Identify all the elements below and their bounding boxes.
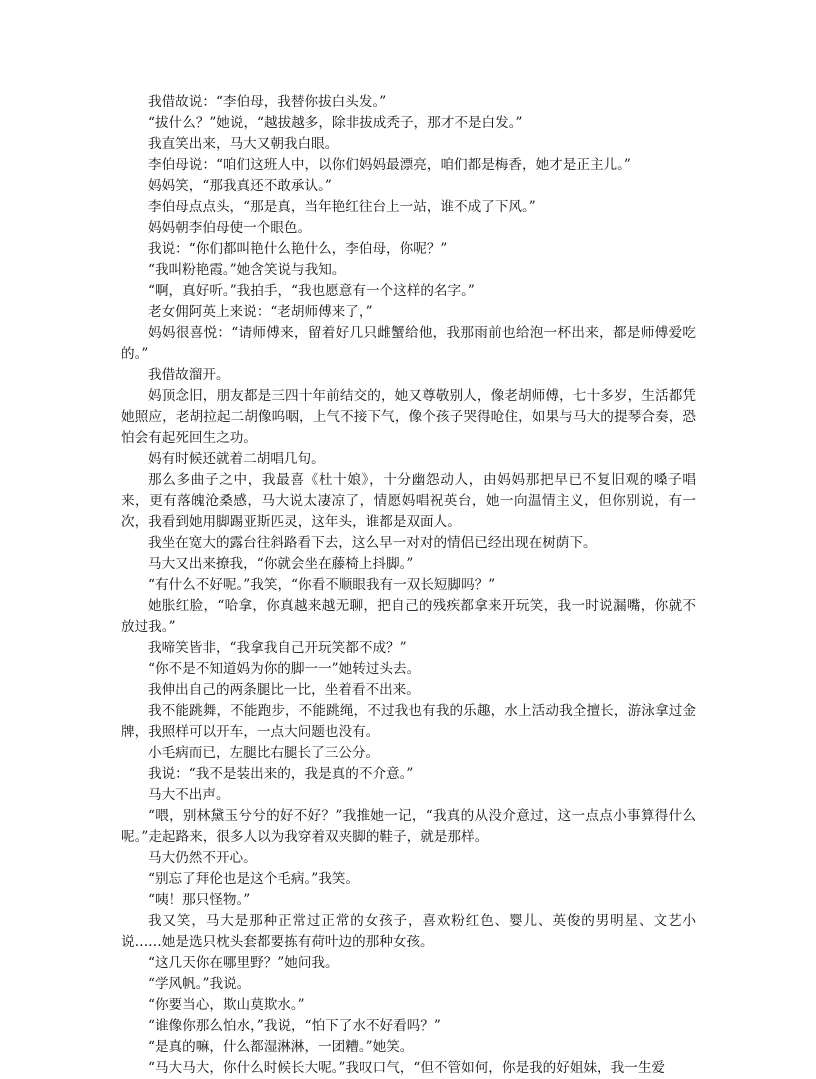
paragraph: 我借故溜开。 xyxy=(148,367,230,383)
paragraph: “拔什么？”她说，“越拔越多，除非拔成秃子，那才不是白发。” xyxy=(148,115,523,131)
paragraph: 她胀红脸，“哈拿，你真越来越无聊，把自己的残疾都拿来开玩笑，我一时说漏嘴，你就不放过我。” xyxy=(121,598,696,635)
paragraph: 我不能跳舞，不能跑步，不能跳绳，不过我也有我的乐趣，水上活动我全擅长，游泳拿过金牌，我照样可以开车，一点大问题也没有。 xyxy=(121,703,696,740)
paragraph: 那么多曲子之中，我最喜《杜十娘》，十分幽怨动人，由妈妈那把早已不复旧观的嗓子唱来，更有落魄沧桑感，马大说太凄凉了，情愿妈唱祝英台，她一向温情主义，但你别说，有一次，我看到她用脚踢亚斯匹灵，这年头，谁都是双面人。 xyxy=(121,472,696,530)
paragraph: 马大仍然不开心。 xyxy=(148,850,257,866)
paragraph: “喂，别林黛玉兮兮的好不好？”我推她一记，“我真的从没介意过，这一点点小事算得什么呢。”走起路来，很多人以为我穿着双夹脚的鞋子，就是那样。 xyxy=(121,808,696,845)
paragraph: 李伯母点点头，“那是真，当年艳红往台上一站，谁不成了下风。” xyxy=(148,199,536,215)
paragraph: “谁像你那么怕水，”我说，“怕下了水不好看吗？” xyxy=(148,1018,441,1034)
paragraph: 我又笑，马大是那种正常过正常的女孩子，喜欢粉红色、婴儿、英俊的男明星、文艺小说……她是选只枕头套都要拣有荷叶边的那种女孩。 xyxy=(121,913,696,950)
paragraph: 我坐在宽大的露台往斜路看下去，这么早一对对的情侣已经出现在树荫下。 xyxy=(148,535,597,551)
paragraph: “你要当心，欺山莫欺水。” xyxy=(148,997,305,1013)
paragraph: 妈妈很喜悦：“请师傅来，留着好几只雌蟹给他，我那雨前也给泡一杯出来，都是师傅爱吃的。” xyxy=(121,325,696,362)
paragraph: 妈有时候还就着二胡唱几句。 xyxy=(148,451,325,467)
paragraph: 老女佣阿英上来说：“老胡师傅来了，” xyxy=(148,304,373,320)
paragraph: 我伸出自己的两条腿比一比，坐着看不出来。 xyxy=(148,682,420,698)
paragraph: 马大不出声。 xyxy=(148,787,230,803)
paragraph: 我直笑出来，马大又朝我白眼。 xyxy=(148,136,339,152)
paragraph: “学风帆。”我说。 xyxy=(148,976,251,992)
paragraph: 我说：“我不是装出来的，我是真的不介意。” xyxy=(148,766,414,782)
paragraph: “马大马大，你什么时候长大呢。”我叹口气，“但不管如何，你是我的好姐妹，我一生爱 xyxy=(148,1060,666,1076)
paragraph: 李伯母说：“咱们这班人中，以你们妈妈最漂亮，咱们都是梅香，她才是正主儿。” xyxy=(148,157,631,173)
paragraph: “啊，真好听。”我拍手，“我也愿意有一个这样的名字。” xyxy=(148,283,475,299)
paragraph: 我说：“你们都叫艳什么艳什么，李伯母，你呢？” xyxy=(148,241,448,257)
paragraph: “是真的嘛，什么都湿淋淋，一团糟。”她笑。 xyxy=(148,1039,414,1055)
paragraph: 妈顶念旧，朋友都是三四十年前结交的，她又尊敬别人，像老胡师傅，七十多岁，生活都凭她照应，老胡拉起二胡像呜咽，上气不接下气，像个孩子哭得呛住，如果与马大的提琴合奏，恐怕会有起死回生之功。 xyxy=(121,388,696,446)
paragraph: 我借故说：“李伯母，我替你拔白头发。” xyxy=(148,94,387,110)
paragraph: “这几天你在哪里野？”她问我。 xyxy=(148,955,339,971)
paragraph: 马大又出来撩我，“你就会坐在藤椅上抖脚。” xyxy=(148,556,414,572)
paragraph: 我啼笑皆非，“我拿我自己开玩笑都不成？” xyxy=(148,640,407,656)
paragraph: “你不是不知道妈为你的脚一一”她转过头去。 xyxy=(148,661,421,677)
paragraph: “别忘了拜伦也是这个毛病。”我笑。 xyxy=(148,871,360,887)
paragraph: “有什么不好呢。”我笑，“你看不顺眼我有一双长短脚吗？” xyxy=(148,577,496,593)
paragraph: 妈妈笑，“那我真还不敢承认。” xyxy=(148,178,332,194)
paragraph: “我叫粉艳霞。”她含笑说与我知。 xyxy=(148,262,346,278)
document-page xyxy=(121,92,696,1079)
paragraph: “咦！那只怪物。” xyxy=(148,892,251,908)
paragraph: 小毛病而已，左腿比右腿长了三公分。 xyxy=(148,745,380,761)
paragraph: 妈妈朝李伯母使一个眼色。 xyxy=(148,220,312,236)
